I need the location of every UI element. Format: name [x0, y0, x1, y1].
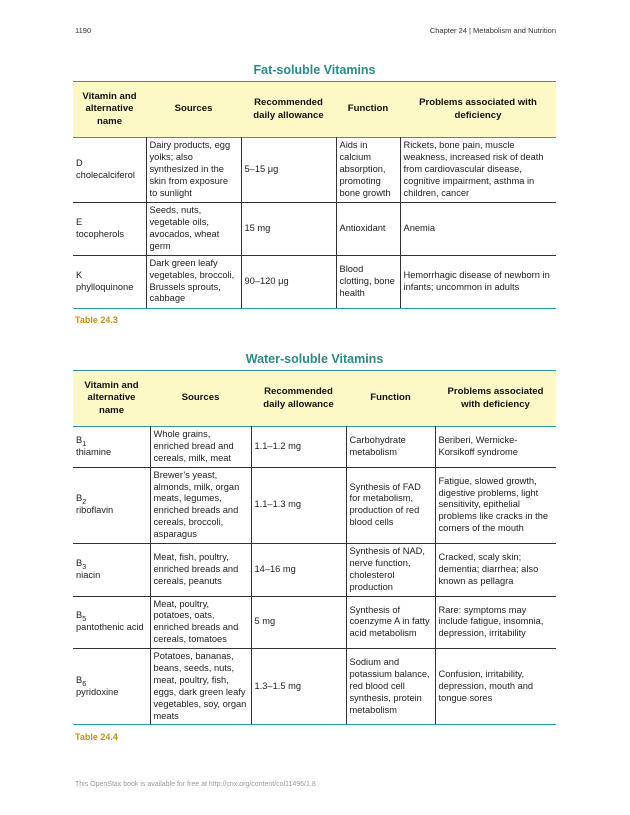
function-cell: Carbohydrate metabolism: [346, 427, 435, 468]
deficiency-cell: Rickets, bone pain, muscle weakness, increased risk of death from cardiovascular disease, cognitive impairment, asthma in children, cancer: [400, 138, 556, 203]
deficiency-cell: Hemorrhagic disease of newborn in infants; uncommon in adults: [400, 255, 556, 308]
function-cell: Synthesis of NAD, nerve function, cholesterol production: [346, 544, 435, 597]
vitamin-cell: [73, 138, 146, 203]
column-header-function: Function: [346, 371, 435, 427]
vitamin-alt-name: pyridoxine: [76, 686, 119, 697]
table-row: [73, 596, 556, 649]
fat-table-title: Fat-soluble Vitamins: [253, 63, 376, 77]
rda-cell: 90–120 μg: [241, 255, 336, 308]
table-row: [73, 255, 556, 308]
vitamin-subscript: 6: [82, 680, 87, 688]
function-cell: Antioxidant: [336, 203, 400, 256]
vitamin-alt-name: thiamine: [76, 446, 112, 457]
vitamin-letter: B: [76, 674, 83, 685]
sources-cell: Whole grains, enriched bread and cereals, milk, meat: [150, 427, 251, 468]
rda-cell: 14–16 mg: [251, 544, 346, 597]
rda-cell: 1.1–1.3 mg: [251, 467, 346, 543]
vitamin-alt-name: tocopherols: [76, 228, 125, 239]
vitamin-alt-name: pantothenic acid: [76, 622, 144, 633]
vitamin-cell: [73, 649, 150, 725]
water-table-caption: Table 24.4: [75, 732, 118, 742]
vitamin-subscript: 2: [82, 499, 87, 507]
function-cell: Aids in calcium absorption, promoting bone growth: [336, 138, 400, 203]
vitamin-subscript: 5: [82, 616, 87, 624]
fat-table-caption: Table 24.3: [75, 315, 118, 325]
table-row: [73, 544, 556, 597]
table-row: [73, 427, 556, 468]
sources-cell: Meat, fish, poultry, enriched breads and cereals, peanuts: [150, 544, 251, 597]
vitamin-subscript: 1: [82, 440, 87, 448]
rda-cell: 5 mg: [251, 596, 346, 649]
function-cell: Synthesis of FAD for metabolism, production of red blood cells: [346, 467, 435, 543]
vitamin-letter: B: [76, 610, 83, 621]
vitamin-letter: D: [76, 158, 83, 169]
vitamin-cell: [73, 255, 146, 308]
column-header-rda: Recommended daily allowance: [241, 82, 336, 138]
sources-cell: Meat, poultry, potatoes, oats, enriched breads and cereals, tomatoes: [150, 596, 251, 649]
footer-note: This OpenStax book is available for free at http://cnx.org/content/col11496/1.8: [75, 781, 316, 788]
column-header-sources: Sources: [150, 371, 251, 427]
vitamin-cell: [73, 596, 150, 649]
column-header-vitamin: Vitamin and alternative name: [73, 82, 146, 138]
column-header-sources: Sources: [146, 82, 241, 138]
column-header-vitamin: Vitamin and alternative name: [73, 371, 150, 427]
column-header-deficiency: Problems associated with deficiency: [435, 371, 556, 427]
vitamin-letter: B: [76, 493, 83, 504]
deficiency-cell: Cracked, scaly skin; dementia; diarrhea; also known as pellagra: [435, 544, 556, 597]
water-soluble-vitamins-table: [73, 370, 556, 725]
vitamin-cell: [73, 467, 150, 543]
fat-soluble-vitamins-table: [73, 81, 556, 309]
column-header-rda: Recommended daily allowance: [251, 371, 346, 427]
table-row: [73, 467, 556, 543]
column-header-deficiency: Problems associated with deficiency: [400, 82, 556, 138]
function-cell: Sodium and potassium balance, red blood cell synthesis, protein metabolism: [346, 649, 435, 725]
sources-cell: Seeds, nuts, vegetable oils, avocados, wheat germ: [146, 203, 241, 256]
vitamin-cell: [73, 544, 150, 597]
vitamin-alt-name: niacin: [76, 569, 101, 580]
vitamin-subscript: 3: [82, 563, 87, 571]
sources-cell: Dark green leafy vegetables, broccoli, Brussels sprouts, cabbage: [146, 255, 241, 308]
deficiency-cell: Beriberi, Wernicke-Korsikoff syndrome: [435, 427, 556, 468]
vitamin-alt-name: cholecalciferol: [76, 170, 135, 180]
vitamin-letter: E: [76, 216, 83, 227]
rda-cell: 1.1–1.2 mg: [251, 427, 346, 468]
deficiency-cell: Rare: symptoms may include fatigue, insomnia, depression, irritability: [435, 596, 556, 649]
vitamin-letter: B: [76, 557, 83, 568]
rda-cell: 5–15 μg: [241, 138, 336, 203]
rda-cell: 1.3–1.5 mg: [251, 649, 346, 725]
column-header-function: Function: [336, 82, 400, 138]
chapter-title: Chapter 24 | Metabolism and Nutrition: [429, 26, 556, 35]
vitamin-cell: [73, 427, 150, 468]
vitamin-letter: B: [76, 434, 83, 445]
page-number: 1190: [75, 26, 92, 35]
function-cell: Blood clotting, bone health: [336, 255, 400, 308]
deficiency-cell: Anemia: [400, 203, 556, 256]
vitamin-alt-name: riboflavin: [76, 505, 114, 516]
vitamin-cell: [73, 203, 146, 256]
table-row: [73, 203, 556, 256]
vitamin-alt-name: phylloquinone: [76, 281, 134, 292]
function-cell: Synthesis of coenzyme A in fatty acid metabolism: [346, 596, 435, 649]
deficiency-cell: Confusion, irritability, depression, mouth and tongue sores: [435, 649, 556, 725]
sources-cell: Potatoes, bananas, beans, seeds, nuts, meat, poultry, fish, eggs, dark green leafy vegetables, soy, organ meats: [150, 649, 251, 725]
sources-cell: Brewer’s yeast, almonds, milk, organ meats, legumes, enriched breads and cereals, broccoli, asparagus: [150, 467, 251, 543]
table-row: [73, 649, 556, 725]
vitamin-letter: K: [76, 269, 83, 280]
table-row: [73, 138, 556, 203]
deficiency-cell: Fatigue, slowed growth, digestive problems, light sensitivity, epithelial problems like cracks in the corners of the mouth: [435, 467, 556, 543]
sources-cell: Dairy products, egg yolks; also synthesized in the skin from exposure to sunlight: [146, 138, 241, 203]
water-table-title: Water-soluble Vitamins: [245, 352, 384, 366]
rda-cell: 15 mg: [241, 203, 336, 256]
